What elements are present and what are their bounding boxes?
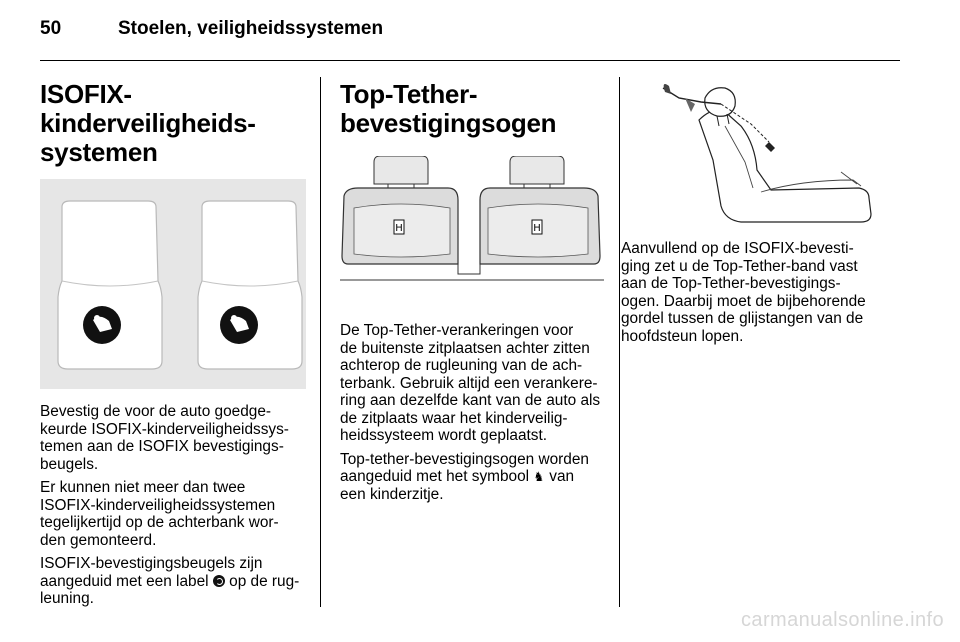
column-isofix	[40, 80, 306, 614]
top-tether-strap-illustration	[621, 80, 901, 228]
child-seat-symbol-icon: ♞	[533, 469, 545, 484]
header-rule	[40, 60, 900, 61]
paragraph: De Top-Tether-verankeringen voor de buitenste zitplaatsen achter zitten achterop de rugleuning van de ach- terbank. Gebruik altijd een verankere- ring aan dezelfde kant van de auto als de zitplaats waar het kinderveilig- heidssysteem wordt geplaatst.	[340, 322, 601, 444]
rear-seatbacks-illustration	[340, 156, 604, 288]
page-number: 50	[40, 18, 62, 39]
paragraph	[340, 451, 604, 504]
column-divider-1	[320, 77, 321, 607]
text-run: ISOFIX-bevestigingsbeugels zijn aangeduid met een label	[40, 555, 263, 590]
seat-left	[58, 201, 162, 369]
isofix-label-icon	[213, 575, 225, 587]
watermark: carmanualsonline.info	[741, 609, 944, 631]
text-run: op de rug- leuning.	[40, 572, 300, 607]
column-instructions	[621, 80, 901, 351]
column-top-tether	[340, 80, 604, 509]
paragraph: Aanvullend op de ISOFIX-bevesti- ging zet u de Top-Tether-band vast aan de Top-Tether-bevestigings- ogen. Daarbij moet de bijbehorende gordel tussen de glijstangen van de hoofdsteun lopen.	[621, 240, 866, 345]
section-title-top-tether: Top-Tether- bevestigingsogen	[340, 79, 557, 138]
section-title-isofix: ISOFIX-kinderveiligheids- systemen	[40, 79, 256, 167]
svg-text:H: H	[395, 223, 403, 234]
text-run: van een kinderzitje.	[340, 468, 575, 503]
svg-text:H: H	[533, 223, 541, 234]
text-run: Top-tether-bevestigingsogen worden aangeduid met het symbool	[340, 450, 589, 485]
column-divider-2	[619, 77, 620, 607]
paragraph: Bevestig de voor de auto goedge- keurde ISOFIX-kinderveiligheidssys- temen aan de ISOFIX bevestigings- beugels.	[40, 403, 289, 473]
seat-right	[198, 201, 302, 369]
paragraph: Er kunnen niet meer dan twee ISOFIX-kinderveiligheidssystemen tegelijkertijd op de achterbank wor- den gemonteerd.	[40, 479, 279, 549]
running-head: Stoelen, veiligheidssystemen	[118, 18, 384, 39]
isofix-seats-illustration	[40, 179, 306, 389]
paragraph	[40, 555, 306, 608]
